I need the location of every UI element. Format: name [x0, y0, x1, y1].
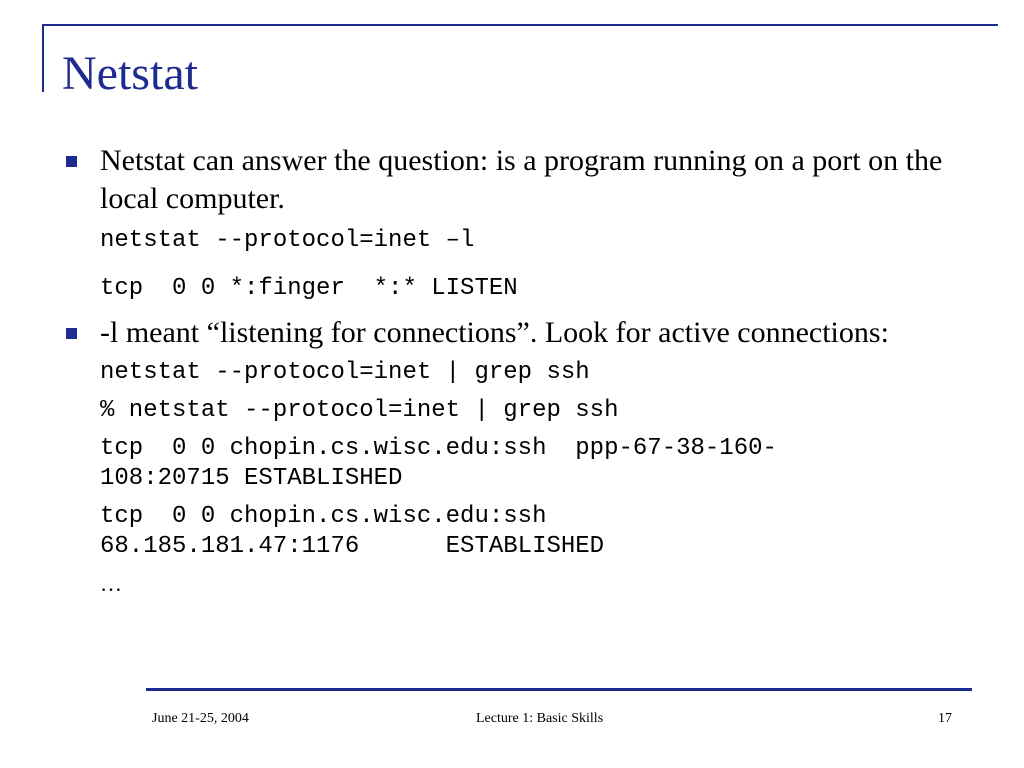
title-top-rule: [42, 24, 998, 26]
square-bullet-icon: [66, 328, 77, 339]
bullet-text: -l meant “listening for connections”. Look for active connections:: [100, 316, 889, 349]
code-line: tcp 0 0 chopin.cs.wisc.edu:ssh ppp-67-38-160- 108:20715 ESTABLISHED: [100, 435, 777, 492]
slide-content: [62, 142, 962, 596]
footer-rule: [146, 688, 972, 691]
slide-title: Netstat: [62, 47, 198, 100]
title-side-rule: [42, 24, 44, 92]
code-line: tcp 0 0 *:finger *:* LISTEN: [100, 275, 518, 302]
footer-page-number: 17: [938, 711, 952, 726]
bullet-item: [62, 142, 962, 218]
code-line: tcp 0 0 chopin.cs.wisc.edu:ssh 68.185.181.47:1176 ESTABLISHED: [100, 503, 605, 560]
bullet-text: Netstat can answer the question: is a program running on a port on the local computer.: [100, 144, 943, 215]
footer-date: June 21-25, 2004: [152, 711, 249, 726]
code-line: netstat --protocol=inet | grep ssh: [100, 359, 590, 386]
bullet-item: [62, 314, 962, 352]
ellipsis-text: …: [100, 571, 122, 596]
footer-lecture: Lecture 1: Basic Skills: [476, 711, 604, 726]
code-line: netstat --protocol=inet –l: [100, 227, 475, 254]
square-bullet-icon: [66, 156, 77, 167]
code-line: % netstat --protocol=inet | grep ssh: [100, 397, 619, 424]
